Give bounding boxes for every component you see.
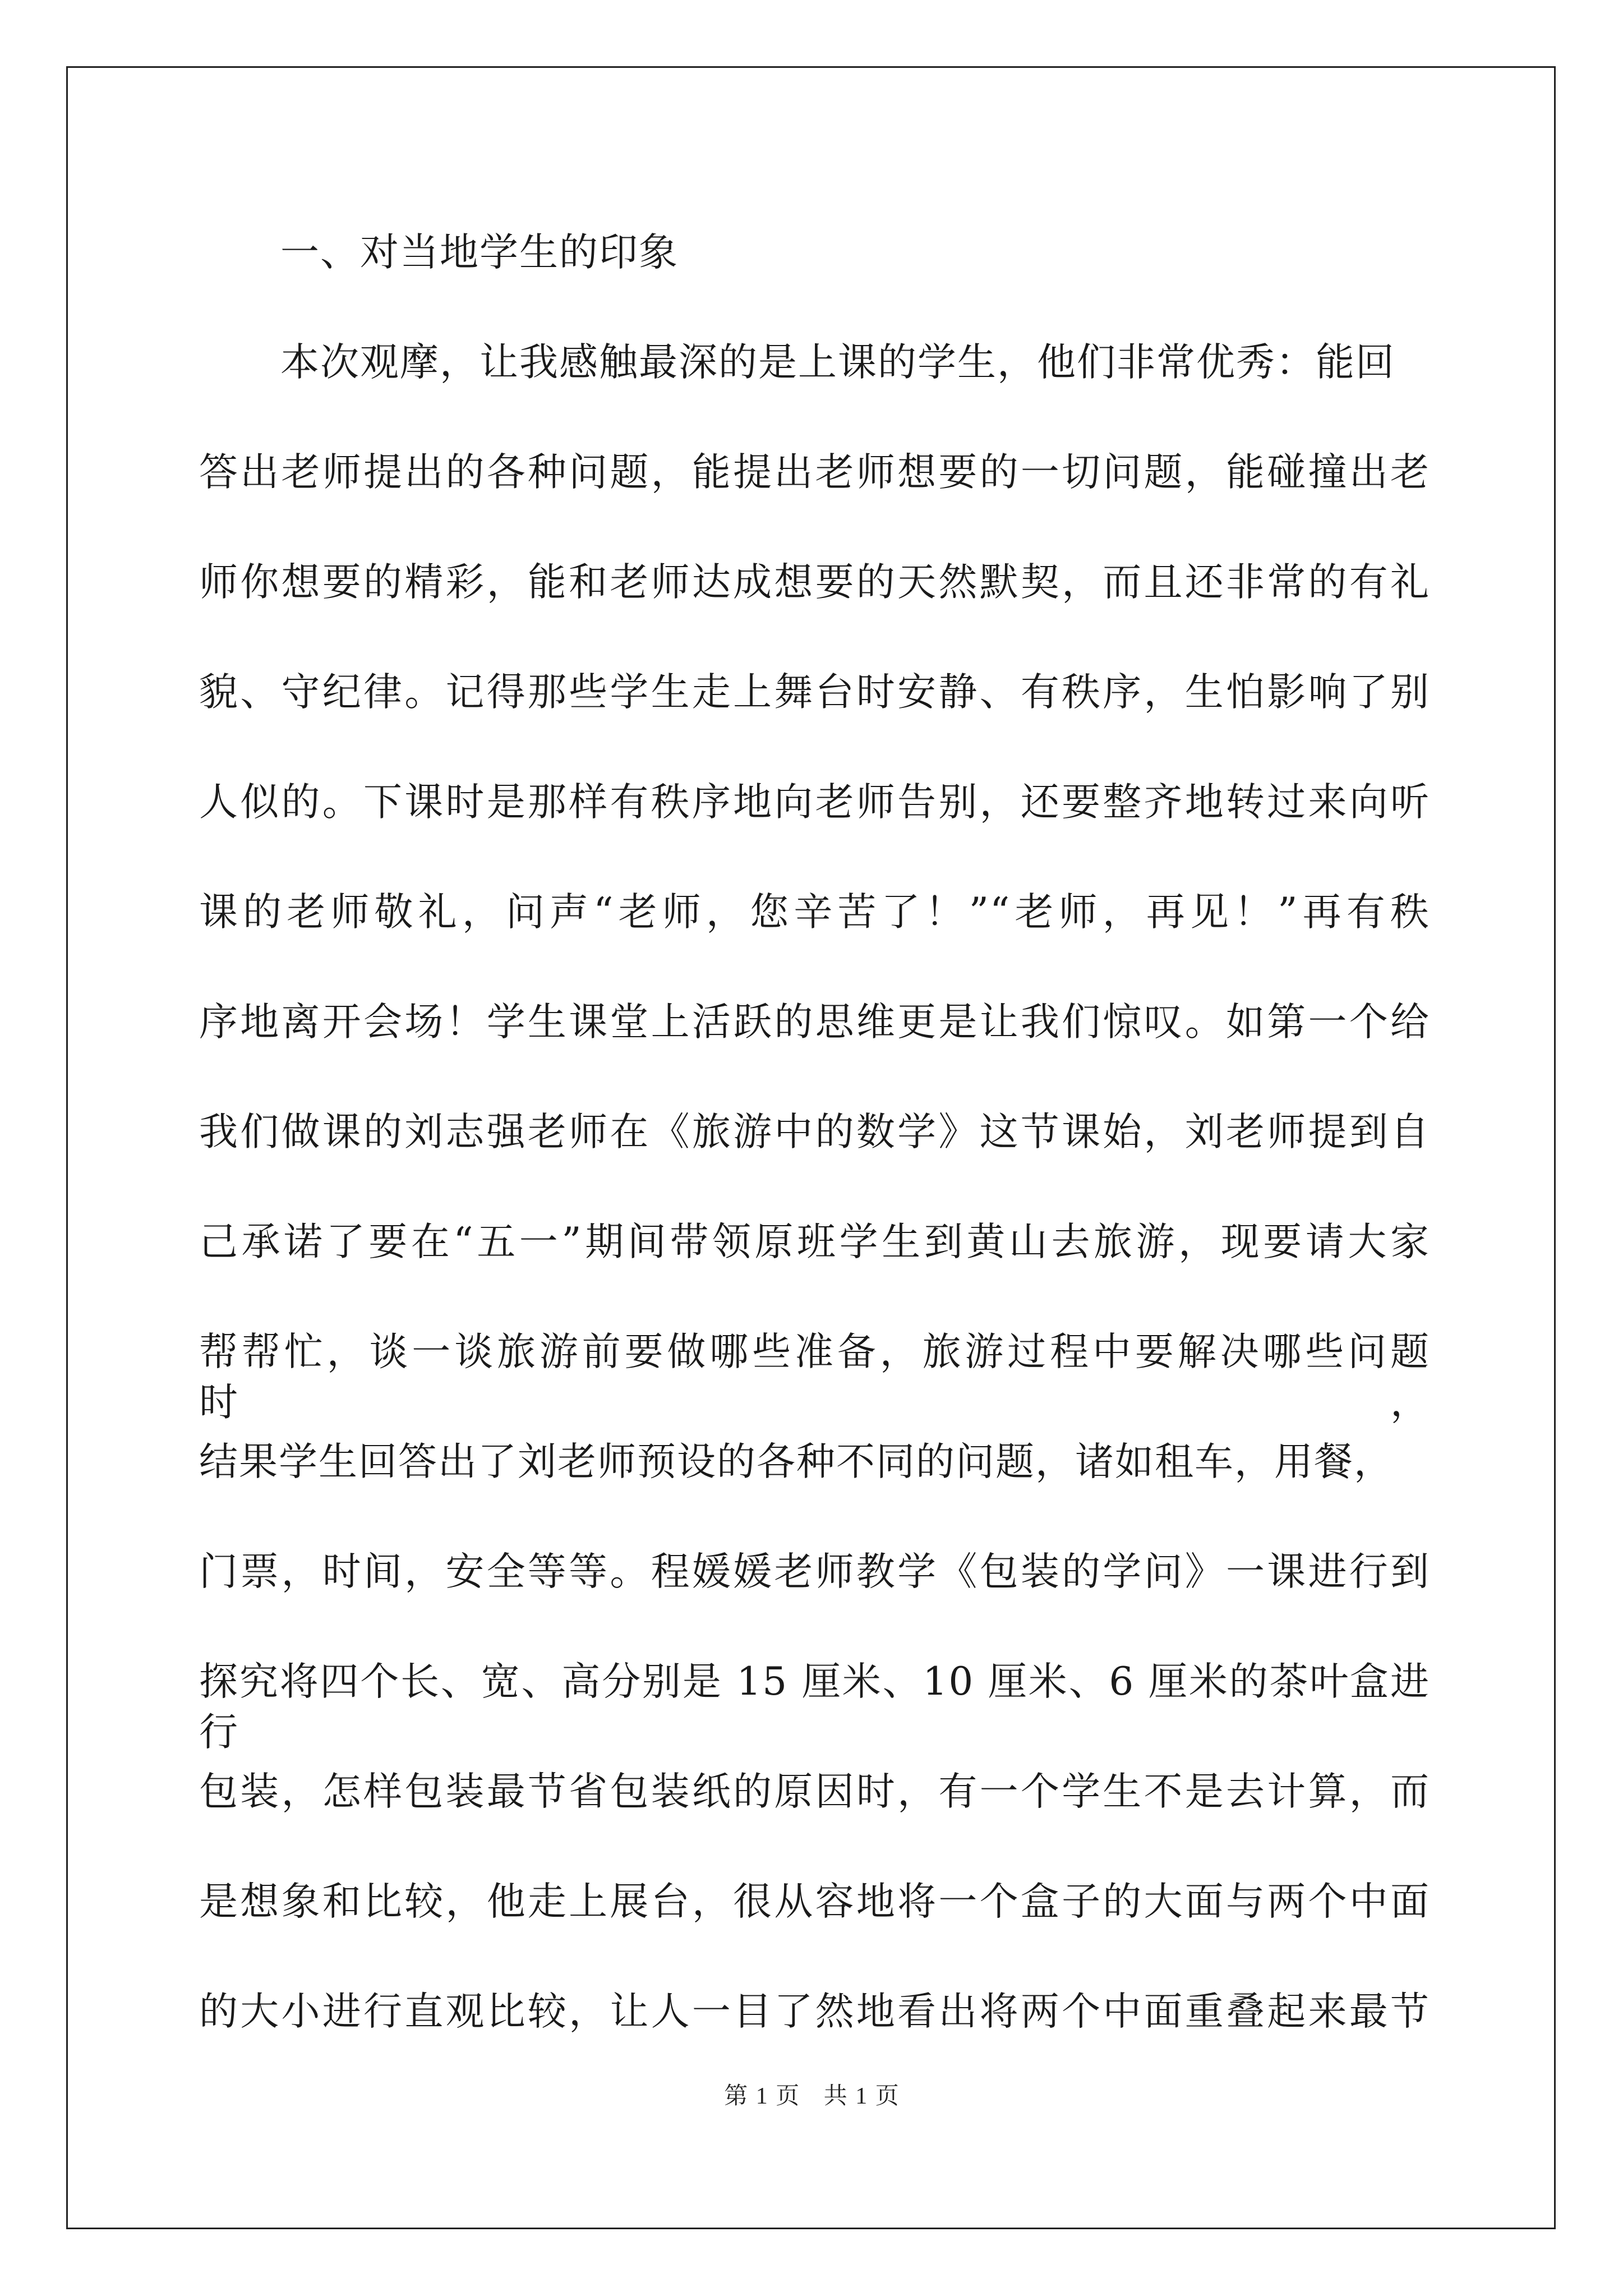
paragraph-line: 我们做课的刘志强老师在《旅游中的数学》这节课始，刘老师提到自 [199,1110,1430,1154]
paragraph-line: 答出老师提出的各种问题，能提出老师想要的一切问题，能碰撞出老 [199,450,1430,495]
paragraph-line: 包装，怎样包装最节省包装纸的原因时，有一个学生不是去计算，而 [199,1769,1430,1814]
paragraph-line: 的大小进行直观比较，让人一目了然地看出将两个中面重叠起来最节 [199,1989,1430,2034]
paragraph-line: 己承诺了要在“五一”期间带领原班学生到黄山去旅游，现要请大家 [199,1220,1430,1264]
paragraph-line: 序地离开会场！学生课堂上活跃的思维更是让我们惊叹。如第一个给 [199,1000,1430,1045]
paragraph-line: 帮帮忙，谈一谈旅游前要做哪些准备，旅游过程中要解决哪些问题时， [199,1329,1430,1425]
paragraph-line: 是想象和比较，他走上展台，很从容地将一个盒子的大面与两个中面 [199,1879,1430,1924]
page-number: 第 1 页 共 1 页 [724,2083,899,2109]
paragraph-line: 门票，时间，安全等等。程媛媛老师教学《包装的学问》一课进行到 [199,1549,1430,1594]
paragraph-line: 人似的。下课时是那样有秩序地向老师告别，还要整齐地转过来向听 [199,780,1430,825]
page-footer [0,2082,1623,2110]
paragraph-line: 师你想要的精彩，能和老师达成想要的天然默契，而且还非常的有礼 [199,560,1430,605]
section-heading: 一、对当地学生的印象 [280,230,679,275]
paragraph-line: 课的老师敬礼，问声“老师，您辛苦了！”“老师，再见！”再有秩 [199,890,1430,935]
paragraph-line: 结果学生回答出了刘老师预设的各种不同的问题，诸如租车，用餐， [199,1439,1394,1484]
paragraph-line: 本次观摩，让我感触最深的是上课的学生，他们非常优秀：能回 [280,340,1395,385]
paragraph-line: 貌、守纪律。记得那些学生走上舞台时安静、有秩序，生怕影响了别 [199,670,1430,715]
paragraph-line: 探究将四个长、宽、高分别是 15 厘米、10 厘米、6 厘米的茶叶盒进行 [199,1659,1430,1755]
